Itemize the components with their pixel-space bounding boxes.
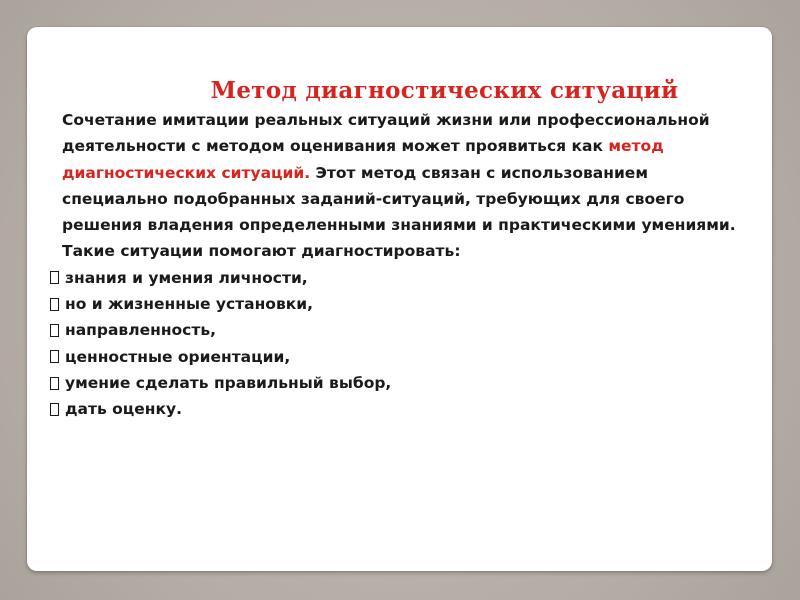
slide-title: Метод диагностических ситуаций bbox=[210, 77, 679, 104]
bullet-box-icon bbox=[50, 324, 59, 337]
intro-paragraph bbox=[62, 107, 752, 265]
list-item-text: ценностные ориентации, bbox=[65, 347, 291, 366]
bullet-list bbox=[50, 265, 740, 423]
bullet-box-icon bbox=[50, 298, 59, 311]
list-item-text: знания и умения личности, bbox=[65, 268, 308, 287]
bullet-box-icon bbox=[50, 350, 59, 363]
list-item-text: дать оценку. bbox=[65, 400, 183, 419]
list-item bbox=[50, 370, 740, 396]
bullet-box-icon bbox=[50, 377, 59, 390]
slide-body bbox=[62, 107, 752, 423]
intro-highlight: метод диагностических ситуаций. bbox=[62, 137, 664, 182]
intro-text-part2: Этот метод связан с использованием специально подобранных заданий-ситуаций, требующих для своего решения владения определенными знаниями и практическими умениями. Такие ситуации помогают диагностировать: bbox=[62, 163, 736, 261]
list-item-text: но и жизненные установки, bbox=[65, 295, 314, 314]
list-item-text: направленность, bbox=[65, 321, 217, 340]
intro-text-part1: Сочетание имитации реальных ситуаций жизни или профессиональной деятельности с методом оценивания может проявиться как bbox=[62, 111, 710, 156]
bullet-box-icon bbox=[50, 271, 59, 284]
list-item bbox=[50, 317, 740, 343]
bullet-box-icon bbox=[50, 403, 59, 416]
list-item bbox=[50, 291, 740, 317]
list-item bbox=[50, 396, 740, 422]
list-item bbox=[50, 265, 740, 291]
list-item bbox=[50, 344, 740, 370]
list-item-text: умение сделать правильный выбор, bbox=[65, 373, 392, 392]
slide-card bbox=[27, 27, 772, 571]
